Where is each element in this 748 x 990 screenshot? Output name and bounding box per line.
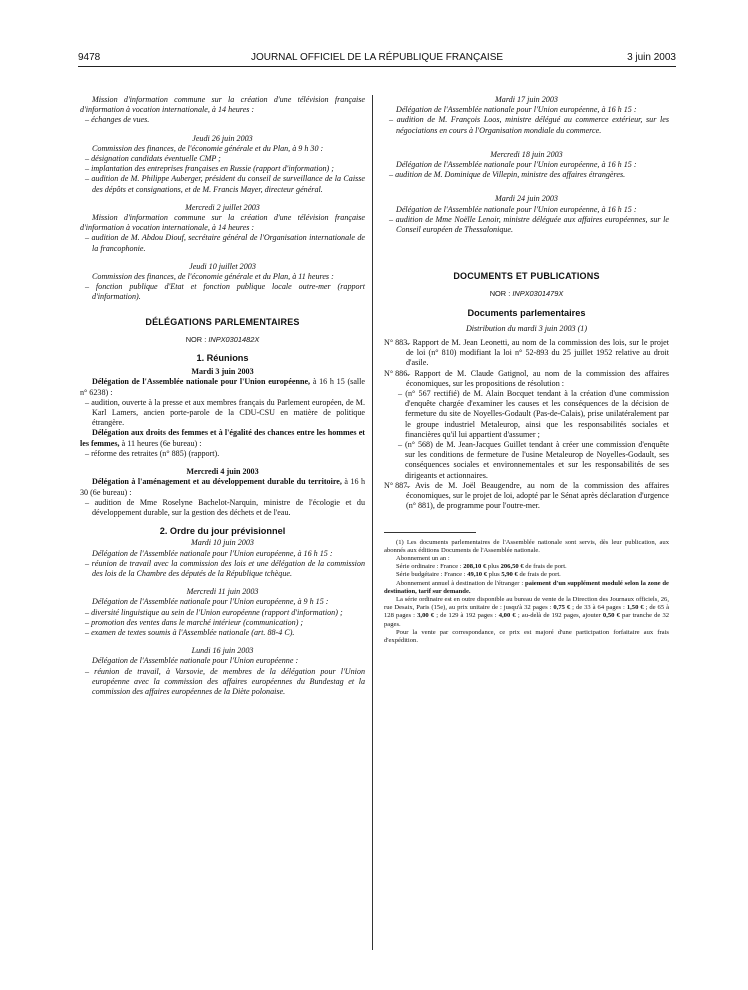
list-item: – diversité linguistique au sein de l'Union européenne (rapport d'information) ; xyxy=(85,607,343,617)
list-item: – (n° 567 rectifié) de M. Alain Bocquet tendant à la création d'une commission d'enquête chargée d'examiner les causes et les conséquences de la décision de fermeture du site de Noyelles-Godault (Pas-de-Calais), prise unilatéralement par le groupe industriel Metaleurop, ainsi que les responsabilités sociales et financières qu'il lui appartient d'assumer ; xyxy=(398,389,669,439)
list-item: – (n° 568) de M. Jean-Jacques Guillet tendant à créer une commission d'enquête sur les conditions de fermeture de l'usine Metaleurop de Noyelles-Godault, ses conséquences sociales et environnementales et sur les responsabilités de ses dirigeants et actionnaires. xyxy=(398,440,669,480)
list-item: – audition, ouverte à la presse et aux membres français du Parlement européen, de M. Karl Lamers, ancien porte-parole de la CDU-CSU en matière de politique étrangère. xyxy=(85,397,365,428)
left-column xyxy=(80,95,365,697)
date-heading: Mercredi 4 juin 2003 xyxy=(186,467,259,477)
agenda-list xyxy=(80,233,365,253)
subsection-ordre-du-jour: 2. Ordre du jour prévisionnel xyxy=(159,526,286,537)
journal-title: JOURNAL OFFICIEL DE LA RÉPUBLIQUE FRANÇAISE xyxy=(250,52,504,63)
issue-date: 3 juin 2003 xyxy=(627,52,676,63)
session-body: Délégation de l'Assemblée nationale pour l'Union européenne, à 16 h 15 : xyxy=(92,548,333,558)
page-header xyxy=(78,52,676,67)
agenda-list xyxy=(384,215,669,235)
list-item: – fonction publique d'Etat et fonction publique locale outre-mer (rapport d'information). xyxy=(85,282,365,302)
nor-reference: NOR : INPX0301479X xyxy=(489,289,564,299)
session-body: Commission des finances, de l'économie générale et du Plan, à 11 heures : xyxy=(92,272,334,282)
list-item: – audition de M. Abdou Diouf, secrétaire général de l'Organisation internationale de la francophonie. xyxy=(85,233,366,253)
page-number: 9478 xyxy=(78,52,101,63)
agenda-list xyxy=(80,608,365,639)
agenda-list xyxy=(80,282,365,302)
session-body: Délégation de l'Assemblée nationale pour l'Union européenne, à 16 h 15 (salle n° 6238) : xyxy=(80,377,366,397)
date-heading: Mardi 17 juin 2003 xyxy=(495,95,558,104)
session-body: Mission d'information commune sur la création d'une télévision française d'information à vocation internationale, à 14 heures : xyxy=(80,213,365,233)
document-entry: N° 887. – Avis de M. Joël Beaugendre, au nom de la commission des affaires économiques, sur le projet de loi, adopté par le Sénat après déclaration d'urgence (n° 881), de programme pour l'outre-mer. xyxy=(384,480,669,511)
list-item: – audition de Mme Noëlle Lenoir, ministre déléguée aux affaires européennes, sur le Conseil européen de Thessalonique. xyxy=(389,214,669,235)
subsection-documents-parlementaires: Documents parlementaires xyxy=(467,307,586,318)
date-heading: Mardi 10 juin 2003 xyxy=(191,538,254,548)
agenda-list xyxy=(384,115,669,135)
agenda-list xyxy=(80,154,365,195)
session-body: Commission des finances, de l'économie générale et du Plan, à 9 h 30 : xyxy=(92,143,324,153)
document-entry: N° 883. – Rapport de M. Jean Leonetti, au nom de la commission des lois, sur le projet de loi (n° 810) modifiant la loi n° 52-893 du 25 juillet 1952 relative au droit d'asile. xyxy=(384,338,669,368)
document-entry: N° 886. – Rapport de M. Claude Gatignol, au nom de la commission des affaires économiques, sur les propositions de résolution : xyxy=(384,368,669,388)
date-heading: Jeudi 10 juillet 2003 xyxy=(189,261,256,271)
right-column xyxy=(384,95,669,645)
intro-mission: Mission d'information commune sur la création d'une télévision française d'information à vocation internationale, à 14 heures : xyxy=(80,95,365,115)
session-body: Délégation de l'Assemblée nationale pour l'Union européenne : xyxy=(92,656,299,666)
agenda-list xyxy=(80,449,365,459)
list-item: – audition de M. Philippe Auberger, président du conseil de surveillance de la Caisse des dépôts et consignations, et de M. Francis Mayer, directeur général. xyxy=(85,174,365,194)
list-item: – audition de Mme Roselyne Bachelot-Narquin, ministre de l'écologie et du développement durable, sur la gestion des déchets et de l'eau. xyxy=(85,497,365,517)
subsection-reunions: 1. Réunions xyxy=(196,353,249,364)
list-item: – désignation candidats éventuelle CMP ; xyxy=(85,154,221,164)
agenda-list xyxy=(80,398,365,429)
column-divider xyxy=(372,95,373,950)
nor-reference: NOR : INPX0301482X xyxy=(185,334,260,344)
footnote-rule xyxy=(384,532,476,533)
intro-list xyxy=(80,115,365,125)
date-heading: Lundi 16 juin 2003 xyxy=(191,646,254,656)
footnote: (1) Les documents parlementaires de l'Assemblée nationale sont servis, dès leur publication, aux abonnés aux éditions Documents de l'Assemblée nationale. Abonnement un an : Série ordinaire : France : 208,10 € plus 206,50 € de frais de port. Série budgétaire : France : 49,10 € plus 5,90 € de frais de port. Abonnement annuel à destination de l'étranger : paiement d'un supplément modulé selon la zone de destination, tarif sur demande. La série ordinaire est en outre disponible au bureau de vente de la Direction des Journaux officiels, 26, rue Desaix, Paris (15e), au prix unitaire de : jusqu'à 32 pages : 0,75 € ; de 33 à 64 pages : 1,50 € ; de 65 à 128 pages : 3,00 € ; de 129 à 192 pages : 4,00 € ; au-delà de 192 pages, ajouter 0,50 € par tranche de 32 pages. Pour la vente par correspondance, ce prix est majoré d'une participation forfaitaire aux frais d'expédition. xyxy=(384,538,670,644)
list-item: – audition de M. Dominique de Villepin, ministre des affaires étrangères. xyxy=(389,170,626,180)
list-item: – examen de textes soumis à l'Assemblée nationale (art. 88-4 C). xyxy=(85,627,295,637)
list-item: – réunion de travail, à Varsovie, de membres de la délégation pour l'Union européenne avec la commission des affaires européennes du Bundestag et la commission des affaires européennes de la Diète polonaise. xyxy=(85,666,365,696)
date-heading: Mardi 3 juin 2003 xyxy=(191,367,254,377)
distribution-heading: Distribution du mardi 3 juin 2003 (1) xyxy=(465,323,588,333)
list-item: – implantation des entreprises françaises en Russie (rapport d'information) ; xyxy=(85,164,334,174)
resolution-list xyxy=(384,389,669,481)
agenda-list xyxy=(80,498,365,518)
session-body: Délégation de l'Assemblée nationale pour l'Union européenne, à 9 h 15 : xyxy=(92,597,329,607)
agenda-list xyxy=(80,667,365,698)
list-item: – promotion des ventes dans le marché intérieur (communication) ; xyxy=(85,617,304,627)
session-body: Délégation aux droits des femmes et à l'égalité des chances entre les hommes et les femmes, à 11 heures (6e bureau) : xyxy=(80,428,365,448)
section-title-delegations: DÉLÉGATIONS PARLEMENTAIRES xyxy=(145,316,300,327)
date-heading: Mardi 24 juin 2003 xyxy=(495,194,558,204)
list-item: – réunion de travail avec la commission des lois et une délégation de la commission des lois de la Chambre des députés de la République tchèque. xyxy=(85,558,365,578)
list-item: – réforme des retraites (n° 885) (rapport). xyxy=(85,448,220,458)
date-heading: Mercredi 2 juillet 2003 xyxy=(185,202,260,212)
agenda-list xyxy=(80,559,365,579)
date-heading: Mercredi 18 juin 2003 xyxy=(490,149,563,159)
list-item: – audition de M. François Loos, ministre délégué au commerce extérieur, sur les négociations en cours à l'Organisation mondiale du commerce. xyxy=(389,115,669,135)
date-heading: Mercredi 11 juin 2003 xyxy=(186,587,259,597)
session-body: Délégation de l'Assemblée nationale pour l'Union européenne, à 16 h 15 : xyxy=(396,204,637,214)
session-body: Délégation à l'aménagement et au développement durable du territoire, à 16 h 30 (6e bureau) : xyxy=(80,477,366,497)
list-item: – échanges de vues. xyxy=(85,115,150,125)
date-heading: Jeudi 26 juin 2003 xyxy=(192,133,253,143)
agenda-list xyxy=(384,170,669,180)
session-body: Délégation de l'Assemblée nationale pour l'Union européenne, à 16 h 15 : xyxy=(396,160,637,170)
session-body: Délégation de l'Assemblée nationale pour l'Union européenne, à 16 h 15 : xyxy=(396,105,637,115)
section-title-documents: DOCUMENTS ET PUBLICATIONS xyxy=(453,271,600,282)
